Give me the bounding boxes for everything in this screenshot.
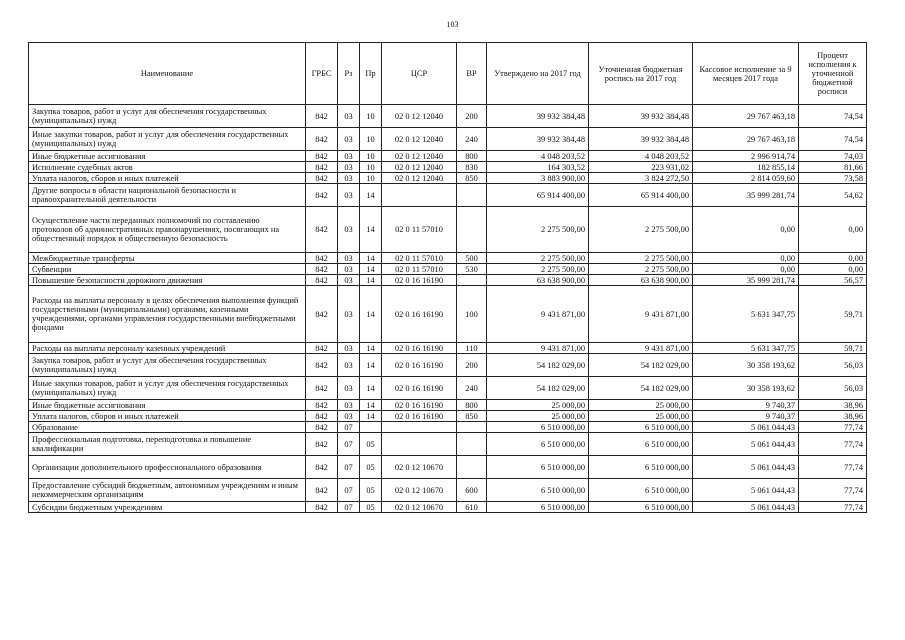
cell-cash: 35 999 281,74 <box>693 275 799 286</box>
cell-grbs: 842 <box>306 286 338 343</box>
table-row <box>29 343 867 354</box>
cell-vr <box>457 433 487 456</box>
cell-percent: 74,54 <box>799 105 867 128</box>
cell-name: Межбюджетные трансферты <box>29 253 306 264</box>
cell-rz: 03 <box>338 264 360 275</box>
cell-rz: 03 <box>338 184 360 207</box>
table-row <box>29 253 867 264</box>
cell-approved: 3 883 900,00 <box>487 173 589 184</box>
cell-grbs: 842 <box>306 184 338 207</box>
cell-csr: 02 0 12 10670 <box>382 456 457 479</box>
cell-rz: 03 <box>338 343 360 354</box>
cell-vr: 610 <box>457 502 487 513</box>
cell-vr: 100 <box>457 286 487 343</box>
cell-percent: 73,58 <box>799 173 867 184</box>
cell-rz: 03 <box>338 173 360 184</box>
cell-approved: 39 932 384,48 <box>487 128 589 151</box>
table-row <box>29 105 867 128</box>
table-row <box>29 377 867 400</box>
cell-refined: 6 510 000,00 <box>589 422 693 433</box>
page-number: 103 <box>446 20 459 29</box>
cell-csr: 02 0 16 16190 <box>382 286 457 343</box>
cell-cash: 0,00 <box>693 207 799 253</box>
cell-csr: 02 0 16 16190 <box>382 275 457 286</box>
cell-approved: 6 510 000,00 <box>487 433 589 456</box>
cell-percent: 0,00 <box>799 264 867 275</box>
cell-pr <box>360 422 382 433</box>
cell-rz: 03 <box>338 207 360 253</box>
cell-csr: 02 0 12 12040 <box>382 128 457 151</box>
header-rz: Рз <box>338 43 360 105</box>
cell-cash: 29 767 463,18 <box>693 105 799 128</box>
cell-percent: 59,71 <box>799 286 867 343</box>
table-row <box>29 162 867 173</box>
cell-cash: 5 061 044,43 <box>693 502 799 513</box>
table-row <box>29 151 867 162</box>
cell-grbs: 842 <box>306 264 338 275</box>
cell-cash: 2 814 059,60 <box>693 173 799 184</box>
cell-vr: 110 <box>457 343 487 354</box>
cell-refined: 63 638 900,00 <box>589 275 693 286</box>
cell-cash: 5 061 044,43 <box>693 456 799 479</box>
cell-vr <box>457 456 487 479</box>
cell-name: Закупка товаров, работ и услуг для обеспечения государственных (муниципальных) нужд <box>29 354 306 377</box>
budget-execution-table <box>28 42 867 513</box>
cell-name: Субсидии бюджетным учреждениям <box>29 502 306 513</box>
cell-approved: 25 000,00 <box>487 400 589 411</box>
cell-vr: 830 <box>457 162 487 173</box>
cell-refined: 54 182 029,00 <box>589 377 693 400</box>
cell-percent: 77,74 <box>799 502 867 513</box>
cell-refined: 2 275 500,00 <box>589 207 693 253</box>
table-row <box>29 479 867 502</box>
cell-rz: 07 <box>338 433 360 456</box>
cell-pr: 14 <box>360 184 382 207</box>
cell-vr: 530 <box>457 264 487 275</box>
cell-pr: 14 <box>360 253 382 264</box>
cell-rz: 07 <box>338 502 360 513</box>
table-row <box>29 275 867 286</box>
cell-cash: 5 631 347,75 <box>693 286 799 343</box>
cell-pr: 10 <box>360 162 382 173</box>
table-row <box>29 173 867 184</box>
table-body <box>29 105 867 513</box>
cell-csr: 02 0 12 12040 <box>382 173 457 184</box>
cell-refined: 9 431 871,00 <box>589 343 693 354</box>
cell-cash: 2 996 914,74 <box>693 151 799 162</box>
table-row <box>29 286 867 343</box>
cell-percent: 0,00 <box>799 253 867 264</box>
cell-pr: 05 <box>360 479 382 502</box>
table-row <box>29 411 867 422</box>
cell-pr: 14 <box>360 400 382 411</box>
cell-name: Иные бюджетные ассигнования <box>29 400 306 411</box>
cell-grbs: 842 <box>306 207 338 253</box>
cell-pr: 14 <box>360 354 382 377</box>
cell-pr: 10 <box>360 128 382 151</box>
cell-rz: 03 <box>338 253 360 264</box>
cell-cash: 182 855,14 <box>693 162 799 173</box>
table-row <box>29 354 867 377</box>
cell-percent: 77,74 <box>799 456 867 479</box>
cell-name: Расходы на выплаты персоналу казенных учреждений <box>29 343 306 354</box>
cell-vr: 240 <box>457 128 487 151</box>
cell-cash: 0,00 <box>693 253 799 264</box>
cell-csr: 02 0 12 12040 <box>382 162 457 173</box>
cell-grbs: 842 <box>306 502 338 513</box>
cell-cash: 0,00 <box>693 264 799 275</box>
cell-csr <box>382 422 457 433</box>
cell-rz: 03 <box>338 400 360 411</box>
cell-refined: 25 000,00 <box>589 411 693 422</box>
cell-cash: 9 740,37 <box>693 400 799 411</box>
cell-percent: 74,54 <box>799 128 867 151</box>
table-row <box>29 184 867 207</box>
table-row <box>29 264 867 275</box>
header-percent: Процент исполнения к уточненной бюджетной росписи <box>799 43 867 105</box>
cell-cash: 5 061 044,43 <box>693 422 799 433</box>
cell-approved: 6 510 000,00 <box>487 479 589 502</box>
cell-name: Организации дополнительного профессионального образования <box>29 456 306 479</box>
cell-grbs: 842 <box>306 343 338 354</box>
cell-refined: 223 931,02 <box>589 162 693 173</box>
cell-csr: 02 0 11 57010 <box>382 264 457 275</box>
cell-name: Уплата налогов, сборов и иных платежей <box>29 173 306 184</box>
cell-pr: 10 <box>360 173 382 184</box>
cell-approved: 9 431 871,00 <box>487 343 589 354</box>
cell-refined: 54 182 029,00 <box>589 354 693 377</box>
cell-vr: 800 <box>457 400 487 411</box>
cell-name: Предоставление субсидий бюджетным, автономным учреждениям и иным некоммерческим организациям <box>29 479 306 502</box>
cell-refined: 39 932 384,48 <box>589 128 693 151</box>
cell-vr: 600 <box>457 479 487 502</box>
cell-refined: 6 510 000,00 <box>589 479 693 502</box>
cell-rz: 03 <box>338 151 360 162</box>
cell-cash: 5 061 044,43 <box>693 479 799 502</box>
cell-approved: 4 048 203,52 <box>487 151 589 162</box>
header-pr: Пр <box>360 43 382 105</box>
cell-refined: 6 510 000,00 <box>589 456 693 479</box>
cell-csr <box>382 184 457 207</box>
cell-cash: 5 631 347,75 <box>693 343 799 354</box>
cell-csr: 02 0 12 10670 <box>382 502 457 513</box>
cell-vr: 500 <box>457 253 487 264</box>
table-row <box>29 128 867 151</box>
cell-vr <box>457 207 487 253</box>
cell-approved: 2 275 500,00 <box>487 264 589 275</box>
cell-csr: 02 0 16 16190 <box>382 400 457 411</box>
cell-approved: 25 000,00 <box>487 411 589 422</box>
cell-approved: 6 510 000,00 <box>487 422 589 433</box>
cell-approved: 6 510 000,00 <box>487 456 589 479</box>
cell-refined: 4 048 203,52 <box>589 151 693 162</box>
header-grbs: ГРБС <box>306 43 338 105</box>
cell-approved: 39 932 384,48 <box>487 105 589 128</box>
cell-rz: 03 <box>338 128 360 151</box>
cell-cash: 9 740,37 <box>693 411 799 422</box>
cell-refined: 25 000,00 <box>589 400 693 411</box>
header-approved: Утверждено на 2017 год <box>487 43 589 105</box>
cell-grbs: 842 <box>306 275 338 286</box>
cell-vr: 800 <box>457 151 487 162</box>
cell-refined: 9 431 871,00 <box>589 286 693 343</box>
table-row <box>29 422 867 433</box>
header-vr: ВР <box>457 43 487 105</box>
cell-grbs: 842 <box>306 162 338 173</box>
cell-percent: 77,74 <box>799 479 867 502</box>
cell-percent: 0,00 <box>799 207 867 253</box>
cell-rz: 07 <box>338 456 360 479</box>
cell-rz: 03 <box>338 105 360 128</box>
cell-grbs: 842 <box>306 433 338 456</box>
table-header-row <box>29 43 867 105</box>
cell-grbs: 842 <box>306 105 338 128</box>
cell-refined: 6 510 000,00 <box>589 433 693 456</box>
cell-refined: 39 932 384,48 <box>589 105 693 128</box>
cell-pr: 14 <box>360 411 382 422</box>
cell-rz: 03 <box>338 162 360 173</box>
cell-name: Исполнение судебных актов <box>29 162 306 173</box>
cell-grbs: 842 <box>306 400 338 411</box>
cell-pr: 14 <box>360 264 382 275</box>
cell-percent: 56,03 <box>799 377 867 400</box>
cell-csr: 02 0 12 12040 <box>382 105 457 128</box>
cell-percent: 74,03 <box>799 151 867 162</box>
cell-grbs: 842 <box>306 128 338 151</box>
cell-pr: 14 <box>360 343 382 354</box>
cell-percent: 56,57 <box>799 275 867 286</box>
cell-name: Расходы на выплаты персоналу в целях обеспечения выполнения функций государственными (муниципальными) органами, казенными учреждениями, органами управления государственными внебюджетными фондами <box>29 286 306 343</box>
cell-grbs: 842 <box>306 411 338 422</box>
cell-name: Другие вопросы в области национальной безопасности и правоохранительной деятельности <box>29 184 306 207</box>
cell-vr: 850 <box>457 411 487 422</box>
table-row <box>29 502 867 513</box>
cell-percent: 56,03 <box>799 354 867 377</box>
cell-name: Закупка товаров, работ и услуг для обеспечения государственных (муниципальных) нужд <box>29 105 306 128</box>
cell-percent: 54,62 <box>799 184 867 207</box>
cell-cash: 5 061 044,43 <box>693 433 799 456</box>
cell-vr <box>457 184 487 207</box>
cell-grbs: 842 <box>306 422 338 433</box>
cell-rz: 03 <box>338 354 360 377</box>
cell-approved: 54 182 029,00 <box>487 354 589 377</box>
cell-rz: 03 <box>338 411 360 422</box>
cell-percent: 38,96 <box>799 400 867 411</box>
cell-pr: 14 <box>360 207 382 253</box>
cell-rz: 03 <box>338 286 360 343</box>
cell-pr: 14 <box>360 377 382 400</box>
cell-name: Осуществление части переданных полномочий по составлению протоколов об административных правонарушениях, посягающих на общественный порядок и общественную безопасность <box>29 207 306 253</box>
cell-percent: 81,66 <box>799 162 867 173</box>
cell-pr: 05 <box>360 456 382 479</box>
cell-approved: 6 510 000,00 <box>487 502 589 513</box>
cell-grbs: 842 <box>306 253 338 264</box>
cell-pr: 05 <box>360 502 382 513</box>
cell-csr: 02 0 12 10670 <box>382 479 457 502</box>
cell-csr: 02 0 11 57010 <box>382 207 457 253</box>
cell-rz: 07 <box>338 422 360 433</box>
cell-cash: 30 358 193,62 <box>693 377 799 400</box>
cell-name: Иные закупки товаров, работ и услуг для обеспечения государственных (муниципальных) нужд <box>29 377 306 400</box>
cell-percent: 38,96 <box>799 411 867 422</box>
cell-rz: 03 <box>338 377 360 400</box>
cell-approved: 2 275 500,00 <box>487 207 589 253</box>
cell-pr: 14 <box>360 286 382 343</box>
cell-vr <box>457 275 487 286</box>
table-row <box>29 207 867 253</box>
cell-percent: 77,74 <box>799 433 867 456</box>
cell-csr: 02 0 16 16190 <box>382 354 457 377</box>
cell-vr: 200 <box>457 105 487 128</box>
cell-rz: 03 <box>338 275 360 286</box>
cell-approved: 2 275 500,00 <box>487 253 589 264</box>
cell-grbs: 842 <box>306 151 338 162</box>
cell-approved: 65 914 400,00 <box>487 184 589 207</box>
cell-grbs: 842 <box>306 173 338 184</box>
cell-grbs: 842 <box>306 354 338 377</box>
cell-approved: 164 303,52 <box>487 162 589 173</box>
cell-refined: 65 914 400,00 <box>589 184 693 207</box>
cell-grbs: 842 <box>306 479 338 502</box>
cell-approved: 54 182 029,00 <box>487 377 589 400</box>
table-row <box>29 400 867 411</box>
cell-csr: 02 0 16 16190 <box>382 377 457 400</box>
header-csr: ЦСР <box>382 43 457 105</box>
cell-cash: 29 767 463,18 <box>693 128 799 151</box>
cell-name: Иные закупки товаров, работ и услуг для обеспечения государственных (муниципальных) нужд <box>29 128 306 151</box>
cell-pr: 10 <box>360 105 382 128</box>
cell-csr <box>382 433 457 456</box>
cell-vr: 200 <box>457 354 487 377</box>
cell-csr: 02 0 12 12040 <box>382 151 457 162</box>
cell-grbs: 842 <box>306 456 338 479</box>
cell-pr: 14 <box>360 275 382 286</box>
cell-grbs: 842 <box>306 377 338 400</box>
cell-refined: 2 275 500,00 <box>589 264 693 275</box>
cell-name: Иные бюджетные ассигнования <box>29 151 306 162</box>
cell-vr <box>457 422 487 433</box>
header-name: Наименование <box>29 43 306 105</box>
header-cash: Кассовое исполнение за 9 месяцев 2017 года <box>693 43 799 105</box>
cell-percent: 77,74 <box>799 422 867 433</box>
cell-approved: 9 431 871,00 <box>487 286 589 343</box>
cell-name: Субвенции <box>29 264 306 275</box>
cell-name: Уплата налогов, сборов и иных платежей <box>29 411 306 422</box>
cell-rz: 07 <box>338 479 360 502</box>
cell-cash: 35 999 281,74 <box>693 184 799 207</box>
cell-refined: 3 824 272,50 <box>589 173 693 184</box>
header-refined: Уточненная бюджетная роспись на 2017 год <box>589 43 693 105</box>
cell-cash: 30 358 193,62 <box>693 354 799 377</box>
cell-csr: 02 0 11 57010 <box>382 253 457 264</box>
cell-name: Профессиональная подготовка, переподготовка и повышение квалификации <box>29 433 306 456</box>
cell-name: Повышение безопасности дорожного движения <box>29 275 306 286</box>
cell-csr: 02 0 16 16190 <box>382 411 457 422</box>
cell-name: Образование <box>29 422 306 433</box>
cell-refined: 2 275 500,00 <box>589 253 693 264</box>
cell-vr: 240 <box>457 377 487 400</box>
cell-approved: 63 638 900,00 <box>487 275 589 286</box>
table-row <box>29 456 867 479</box>
cell-pr: 05 <box>360 433 382 456</box>
cell-pr: 10 <box>360 151 382 162</box>
cell-percent: 59,71 <box>799 343 867 354</box>
table-row <box>29 433 867 456</box>
cell-refined: 6 510 000,00 <box>589 502 693 513</box>
cell-vr: 850 <box>457 173 487 184</box>
cell-csr: 02 0 16 16190 <box>382 343 457 354</box>
